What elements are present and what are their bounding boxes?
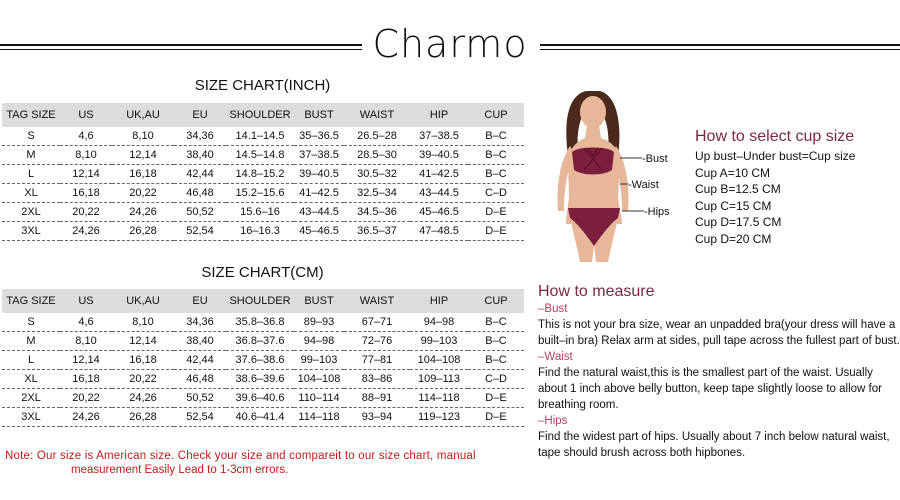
table-cell: M — [2, 332, 60, 351]
table-row — [2, 408, 524, 427]
table-row — [2, 389, 524, 408]
table-cell: 39–40.5 — [294, 165, 344, 184]
table-cell: 40.6–41.4 — [226, 408, 294, 427]
brand-rule-right — [540, 44, 900, 46]
table-cell: 34.5–36 — [344, 203, 410, 222]
waist-label: -Waist — [628, 179, 659, 191]
table-cell: 14.8–15.2 — [226, 165, 294, 184]
table-row — [2, 313, 524, 332]
table-cell: 34,36 — [174, 313, 226, 332]
column-header: TAG SIZE — [2, 103, 60, 127]
size-note — [5, 449, 535, 477]
table-cell: 37–38.5 — [294, 146, 344, 165]
cup-line: Cup D=20 CM — [695, 231, 772, 246]
table-cell: 2XL — [2, 203, 60, 222]
table-cell: 16,18 — [112, 351, 174, 370]
column-header: BUST — [294, 289, 344, 313]
column-header: CUP — [468, 289, 524, 313]
table-cell: 34,36 — [174, 127, 226, 146]
table-cell: 43–44.5 — [410, 184, 468, 203]
table-cell: XL — [2, 370, 60, 389]
table-cell: 52,54 — [174, 408, 226, 427]
cup-line: Cup C=15 CM — [695, 198, 772, 213]
brand-header — [0, 22, 900, 72]
table-cell: 41–42.5 — [294, 184, 344, 203]
table-cell: 3XL — [2, 408, 60, 427]
table-cell: S — [2, 313, 60, 332]
table-cell: 12,14 — [60, 165, 112, 184]
table-row — [2, 165, 524, 184]
table-cell: 37–38.5 — [410, 127, 468, 146]
table-cell: 26,28 — [112, 408, 174, 427]
bust-label: -Bust — [642, 153, 668, 165]
table-cell: 32.5–34 — [344, 184, 410, 203]
table-cell: 72–76 — [344, 332, 410, 351]
table-cell: 77–81 — [344, 351, 410, 370]
column-header: TAG SIZE — [2, 289, 60, 313]
table-cell: 110–114 — [294, 389, 344, 408]
cup-size-list — [695, 148, 855, 247]
table-cell: D–E — [468, 408, 524, 427]
table-row — [2, 184, 524, 203]
column-header: SHOULDER — [226, 103, 294, 127]
table-cell: 35.8–36.8 — [226, 313, 294, 332]
table-cell: B–C — [468, 146, 524, 165]
table-cell: 46,48 — [174, 370, 226, 389]
table-cell: 50,52 — [174, 389, 226, 408]
cup-size-title: How to select cup size — [695, 128, 855, 145]
table-cell: 20,22 — [112, 184, 174, 203]
table-cell: 15.2–15.6 — [226, 184, 294, 203]
table-cell: 104–108 — [410, 351, 468, 370]
table-cell: 104–108 — [294, 370, 344, 389]
table-cell: 8,10 — [60, 146, 112, 165]
table-cell: C–D — [468, 370, 524, 389]
cup-line: Up bust–Under bust=Cup size — [695, 149, 856, 163]
table-cell: 37.6–38.6 — [226, 351, 294, 370]
table-cell: 20,22 — [60, 389, 112, 408]
swimsuit-top — [572, 148, 614, 175]
measure-bust-label: –Bust — [538, 303, 568, 315]
table-cell: 88–91 — [344, 389, 410, 408]
column-header: UK,AU — [112, 103, 174, 127]
table-cell: 16,18 — [60, 184, 112, 203]
inch-chart-title: SIZE CHART(INCH) — [194, 77, 331, 94]
inch-size-table — [2, 103, 524, 241]
table-cell: 47–48.5 — [410, 222, 468, 241]
hips-label: -Hips — [644, 206, 670, 218]
table-cell: 39–40.5 — [410, 146, 468, 165]
table-cell: 45–46.5 — [294, 222, 344, 241]
table-cell: 99–103 — [294, 351, 344, 370]
table-cell: 38,40 — [174, 146, 226, 165]
column-header: HIP — [410, 289, 468, 313]
table-cell: 43–44.5 — [294, 203, 344, 222]
table-cell: 16,18 — [60, 370, 112, 389]
table-row — [2, 146, 524, 165]
table-cell: 42,44 — [174, 165, 226, 184]
cup-line: Cup B=12.5 CM — [695, 182, 781, 196]
table-cell: 20,22 — [112, 370, 174, 389]
table-cell: D–E — [468, 389, 524, 408]
column-header: WAIST — [344, 103, 410, 127]
table-cell: XL — [2, 184, 60, 203]
table-cell: 28.5–30 — [344, 146, 410, 165]
table-cell: 114–118 — [294, 408, 344, 427]
table-cell: 12,14 — [112, 146, 174, 165]
table-cell: 99–103 — [410, 332, 468, 351]
table-cell: 26.5–28 — [344, 127, 410, 146]
table-cell: 14.5–14.8 — [226, 146, 294, 165]
cm-chart-title: SIZE CHART(CM) — [201, 264, 324, 281]
table-cell: D–E — [468, 222, 524, 241]
table-cell: S — [2, 127, 60, 146]
model-illustration — [548, 86, 690, 262]
table-cell: 24,26 — [112, 389, 174, 408]
table-cell: 42,44 — [174, 351, 226, 370]
table-row — [2, 351, 524, 370]
table-cell: 26,28 — [112, 222, 174, 241]
measure-waist-label: –Waist — [538, 351, 573, 363]
table-cell: 38,40 — [174, 332, 226, 351]
table-cell: 4,6 — [60, 127, 112, 146]
column-header: EU — [174, 103, 226, 127]
table-cell: 38.6–39.6 — [226, 370, 294, 389]
table-row — [2, 370, 524, 389]
table-cell: 109–113 — [410, 370, 468, 389]
table-cell: 36.5–37 — [344, 222, 410, 241]
column-header: SHOULDER — [226, 289, 294, 313]
table-cell: C–D — [468, 184, 524, 203]
column-header: EU — [174, 289, 226, 313]
table-cell: 41–42.5 — [410, 165, 468, 184]
table-cell: L — [2, 165, 60, 184]
table-row — [2, 127, 524, 146]
column-header: UK,AU — [112, 289, 174, 313]
table-cell: M — [2, 146, 60, 165]
table-cell: 12,14 — [60, 351, 112, 370]
column-header: CUP — [468, 103, 524, 127]
table-cell: 119–123 — [410, 408, 468, 427]
table-cell: 35–36.5 — [294, 127, 344, 146]
table-cell: 8,10 — [112, 313, 174, 332]
table-cell: 114–118 — [410, 389, 468, 408]
table-cell: 3XL — [2, 222, 60, 241]
table-cell: 67–71 — [344, 313, 410, 332]
note-line-2: measurement Easily Lead to 1-3cm errors. — [71, 464, 289, 476]
table-cell: 93–94 — [344, 408, 410, 427]
measure-waist-text: Find the natural waist,this is the smallest part of the waist. Usually about 1 inch above belly button, keep tape slightly loose to allow for breathing room. — [538, 367, 882, 411]
table-row — [2, 222, 524, 241]
table-cell: 4,6 — [60, 313, 112, 332]
table-cell: 94–98 — [410, 313, 468, 332]
column-header: US — [60, 289, 112, 313]
measure-title: How to measure — [538, 283, 655, 300]
table-cell: 8,10 — [112, 127, 174, 146]
table-cell: 2XL — [2, 389, 60, 408]
table-cell: 14.1–14.5 — [226, 127, 294, 146]
table-cell: B–C — [468, 332, 524, 351]
table-cell: 16–16.3 — [226, 222, 294, 241]
table-cell: B–C — [468, 165, 524, 184]
table-header-row — [2, 103, 524, 127]
table-header-row — [2, 289, 524, 313]
table-cell: 30.5–32 — [344, 165, 410, 184]
table-cell: 16,18 — [112, 165, 174, 184]
table-cell: 15.6–16 — [226, 203, 294, 222]
table-cell: B–C — [468, 313, 524, 332]
brand-rule-right-thin — [540, 49, 900, 50]
table-cell: 83–86 — [344, 370, 410, 389]
cm-size-table — [2, 289, 524, 427]
measure-bust-text: This is not your bra size, wear an unpadded bra(your dress will have a built–in bra) Relax arm at sides, pull tape across the fullest part of bust. — [538, 319, 900, 347]
brand-logo: Charmo — [372, 22, 528, 66]
column-header: BUST — [294, 103, 344, 127]
table-cell: L — [2, 351, 60, 370]
table-cell: 20,22 — [60, 203, 112, 222]
table-cell: D–E — [468, 203, 524, 222]
table-cell: 24,26 — [60, 408, 112, 427]
table-cell: 46,48 — [174, 184, 226, 203]
column-header: WAIST — [344, 289, 410, 313]
table-cell: 8,10 — [60, 332, 112, 351]
column-header: HIP — [410, 103, 468, 127]
cup-line: Cup D=17.5 CM — [695, 215, 782, 229]
measure-hips-text: Find the widest part of hips. Usually about 7 inch below natural waist, tape should brush across both hipbones. — [538, 431, 890, 459]
measure-hips-label: –Hips — [538, 415, 568, 427]
table-cell: 24,26 — [112, 203, 174, 222]
column-header: US — [60, 103, 112, 127]
model-photo — [548, 86, 690, 262]
table-cell: 89–93 — [294, 313, 344, 332]
table-cell: 45–46.5 — [410, 203, 468, 222]
table-row — [2, 332, 524, 351]
table-cell: 24,26 — [60, 222, 112, 241]
table-cell: B–C — [468, 127, 524, 146]
table-cell: 50,52 — [174, 203, 226, 222]
measure-instructions — [538, 301, 900, 461]
table-cell: 39.6–40.6 — [226, 389, 294, 408]
table-cell: 94–98 — [294, 332, 344, 351]
table-cell: 12,14 — [112, 332, 174, 351]
table-cell: 36.8–37.6 — [226, 332, 294, 351]
cup-line: Cup A=10 CM — [695, 165, 771, 180]
note-line-1: Note: Our size is American size. Check your size and compareit to our size chart, manual — [5, 450, 476, 462]
table-row — [2, 203, 524, 222]
table-cell: B–C — [468, 351, 524, 370]
table-cell: 52,54 — [174, 222, 226, 241]
